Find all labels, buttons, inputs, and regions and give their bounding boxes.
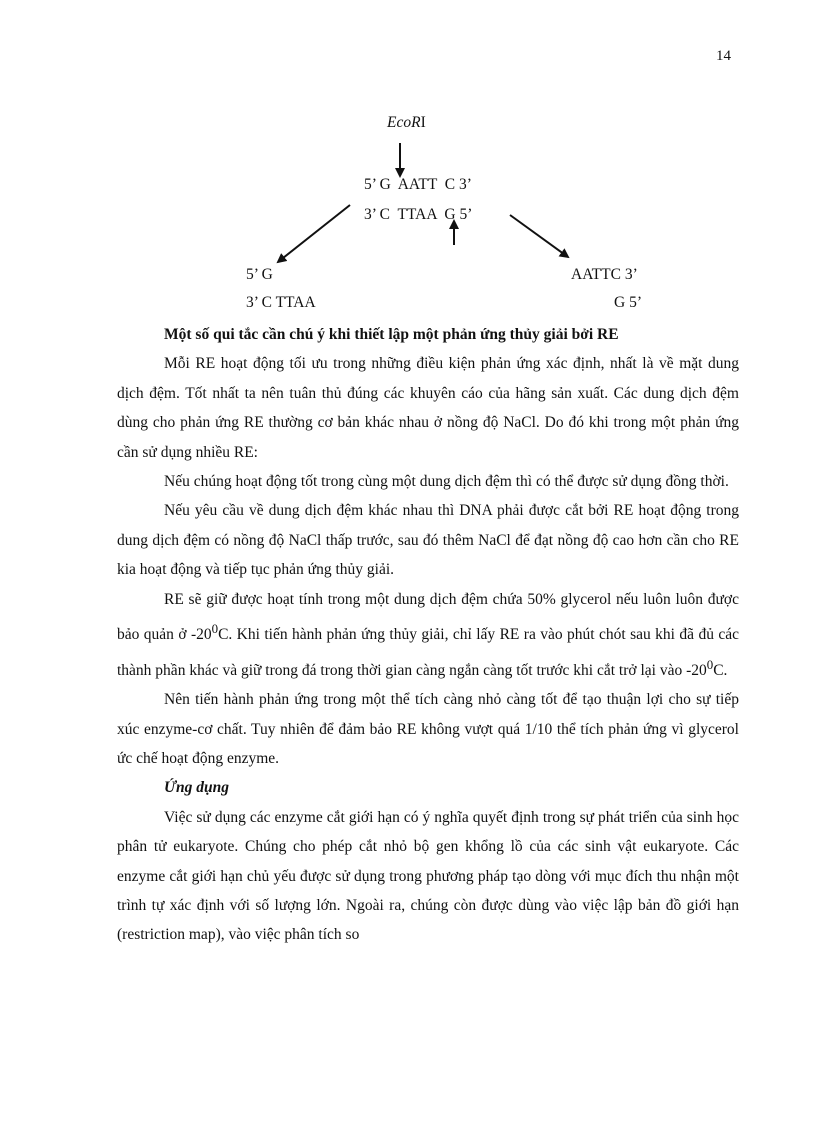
diagram-arrows (0, 0, 816, 330)
page-number: 14 (716, 48, 731, 64)
split-arrow-left (278, 205, 350, 262)
body-text (117, 320, 739, 950)
split-arrow-right (510, 215, 568, 257)
paragraph-1: Mỗi RE hoạt động tối ưu trong những điều kiện phản ứng xác định, nhất là về mặt dung dịch đệm. Tốt nhất ta nên tuân thủ đúng các khuyên cáo của hãng sản xuất. Các dung dịch đệm dùng cho phản ứng RE thường cơ bản khác nhau ở nồng độ NaCl. Do đó khi trong một phản ứng cần sử dụng nhiều RE: (117, 355, 739, 461)
enzyme-name-suffix: I (420, 114, 426, 131)
top-strand: 5’ G AATT C 3’ (364, 176, 472, 193)
paragraph-4-part2: C. Khi tiến hành phản ứng thủy giải, chỉ lấy RE ra vào phút chót sau khi đã đủ các thành phần khác và giữ trong đá trong thời gian càng ngắn càng tốt trước khi cắt trở lại vào -20 (117, 626, 739, 679)
right-fragment-top: AATTC 3’ (571, 266, 638, 283)
superscript-degree-1: 0 (211, 621, 219, 637)
right-fragment-bottom: G 5’ (614, 294, 642, 311)
left-fragment-bottom: 3’ C TTAA (246, 294, 316, 311)
paragraph-4 (117, 585, 739, 686)
paragraph-3: Nếu yêu cầu về dung dịch đệm khác nhau thì DNA phải được cắt bởi RE hoạt động trong dung dịch đệm có nồng độ NaCl thấp trước, sau đó thêm NaCl để đạt nồng độ cao hơn cần cho RE kia hoạt động và tiếp tục phản ứng thủy giải. (117, 502, 739, 579)
bottom-strand: 3’ C TTAA G 5’ (364, 206, 473, 223)
paragraph-2: Nếu chúng hoạt động tốt trong cùng một dung dịch đệm thì có thể được sử dụng đồng thời. (164, 473, 729, 491)
paragraph-5: Nên tiến hành phản ứng trong một thể tích càng nhỏ càng tốt để tạo thuận lợi cho sự tiếp xúc enzyme-cơ chất. Tuy nhiên để đảm bảo RE không vượt quá 1/10 thể tích phản ứng vì glycerol ức chế hoạt động enzyme. (117, 691, 739, 767)
paragraph-6: Việc sử dụng các enzyme cắt giới hạn có ý nghĩa quyết định trong sự phát triển của sinh học phân tử eukaryote. Chúng cho phép cắt nhỏ bộ gen khổng lồ của các sinh vật eukaryote. Các enzyme cắt giới hạn chủ yếu được sử dụng trong phương pháp tạo dòng với mục đích thu nhận một trình tự xác định với số lượng lớn. Ngoài ra, chúng còn được dùng vào việc lập bản đồ giới hạn (restriction map), vào việc phân tích so (117, 808, 739, 944)
paragraph-4-part3: C. (713, 661, 728, 679)
left-fragment-top: 5’ G (246, 266, 273, 283)
section-heading-applications: Ứng dụng (164, 779, 229, 797)
superscript-degree-2: 0 (706, 656, 714, 672)
enzyme-name-italic: EcoR (387, 114, 421, 131)
section-heading-rules: Một số qui tắc cần chú ý khi thiết lập một phản ứng thủy giải bởi RE (164, 326, 619, 343)
paragraph-4-part1: RE sẽ giữ được hoạt tính trong một dung dịch đệm chứa 50% glycerol nếu luôn luôn được bảo quản ở -20 (117, 590, 739, 644)
ecori-cleavage-diagram (0, 0, 816, 330)
